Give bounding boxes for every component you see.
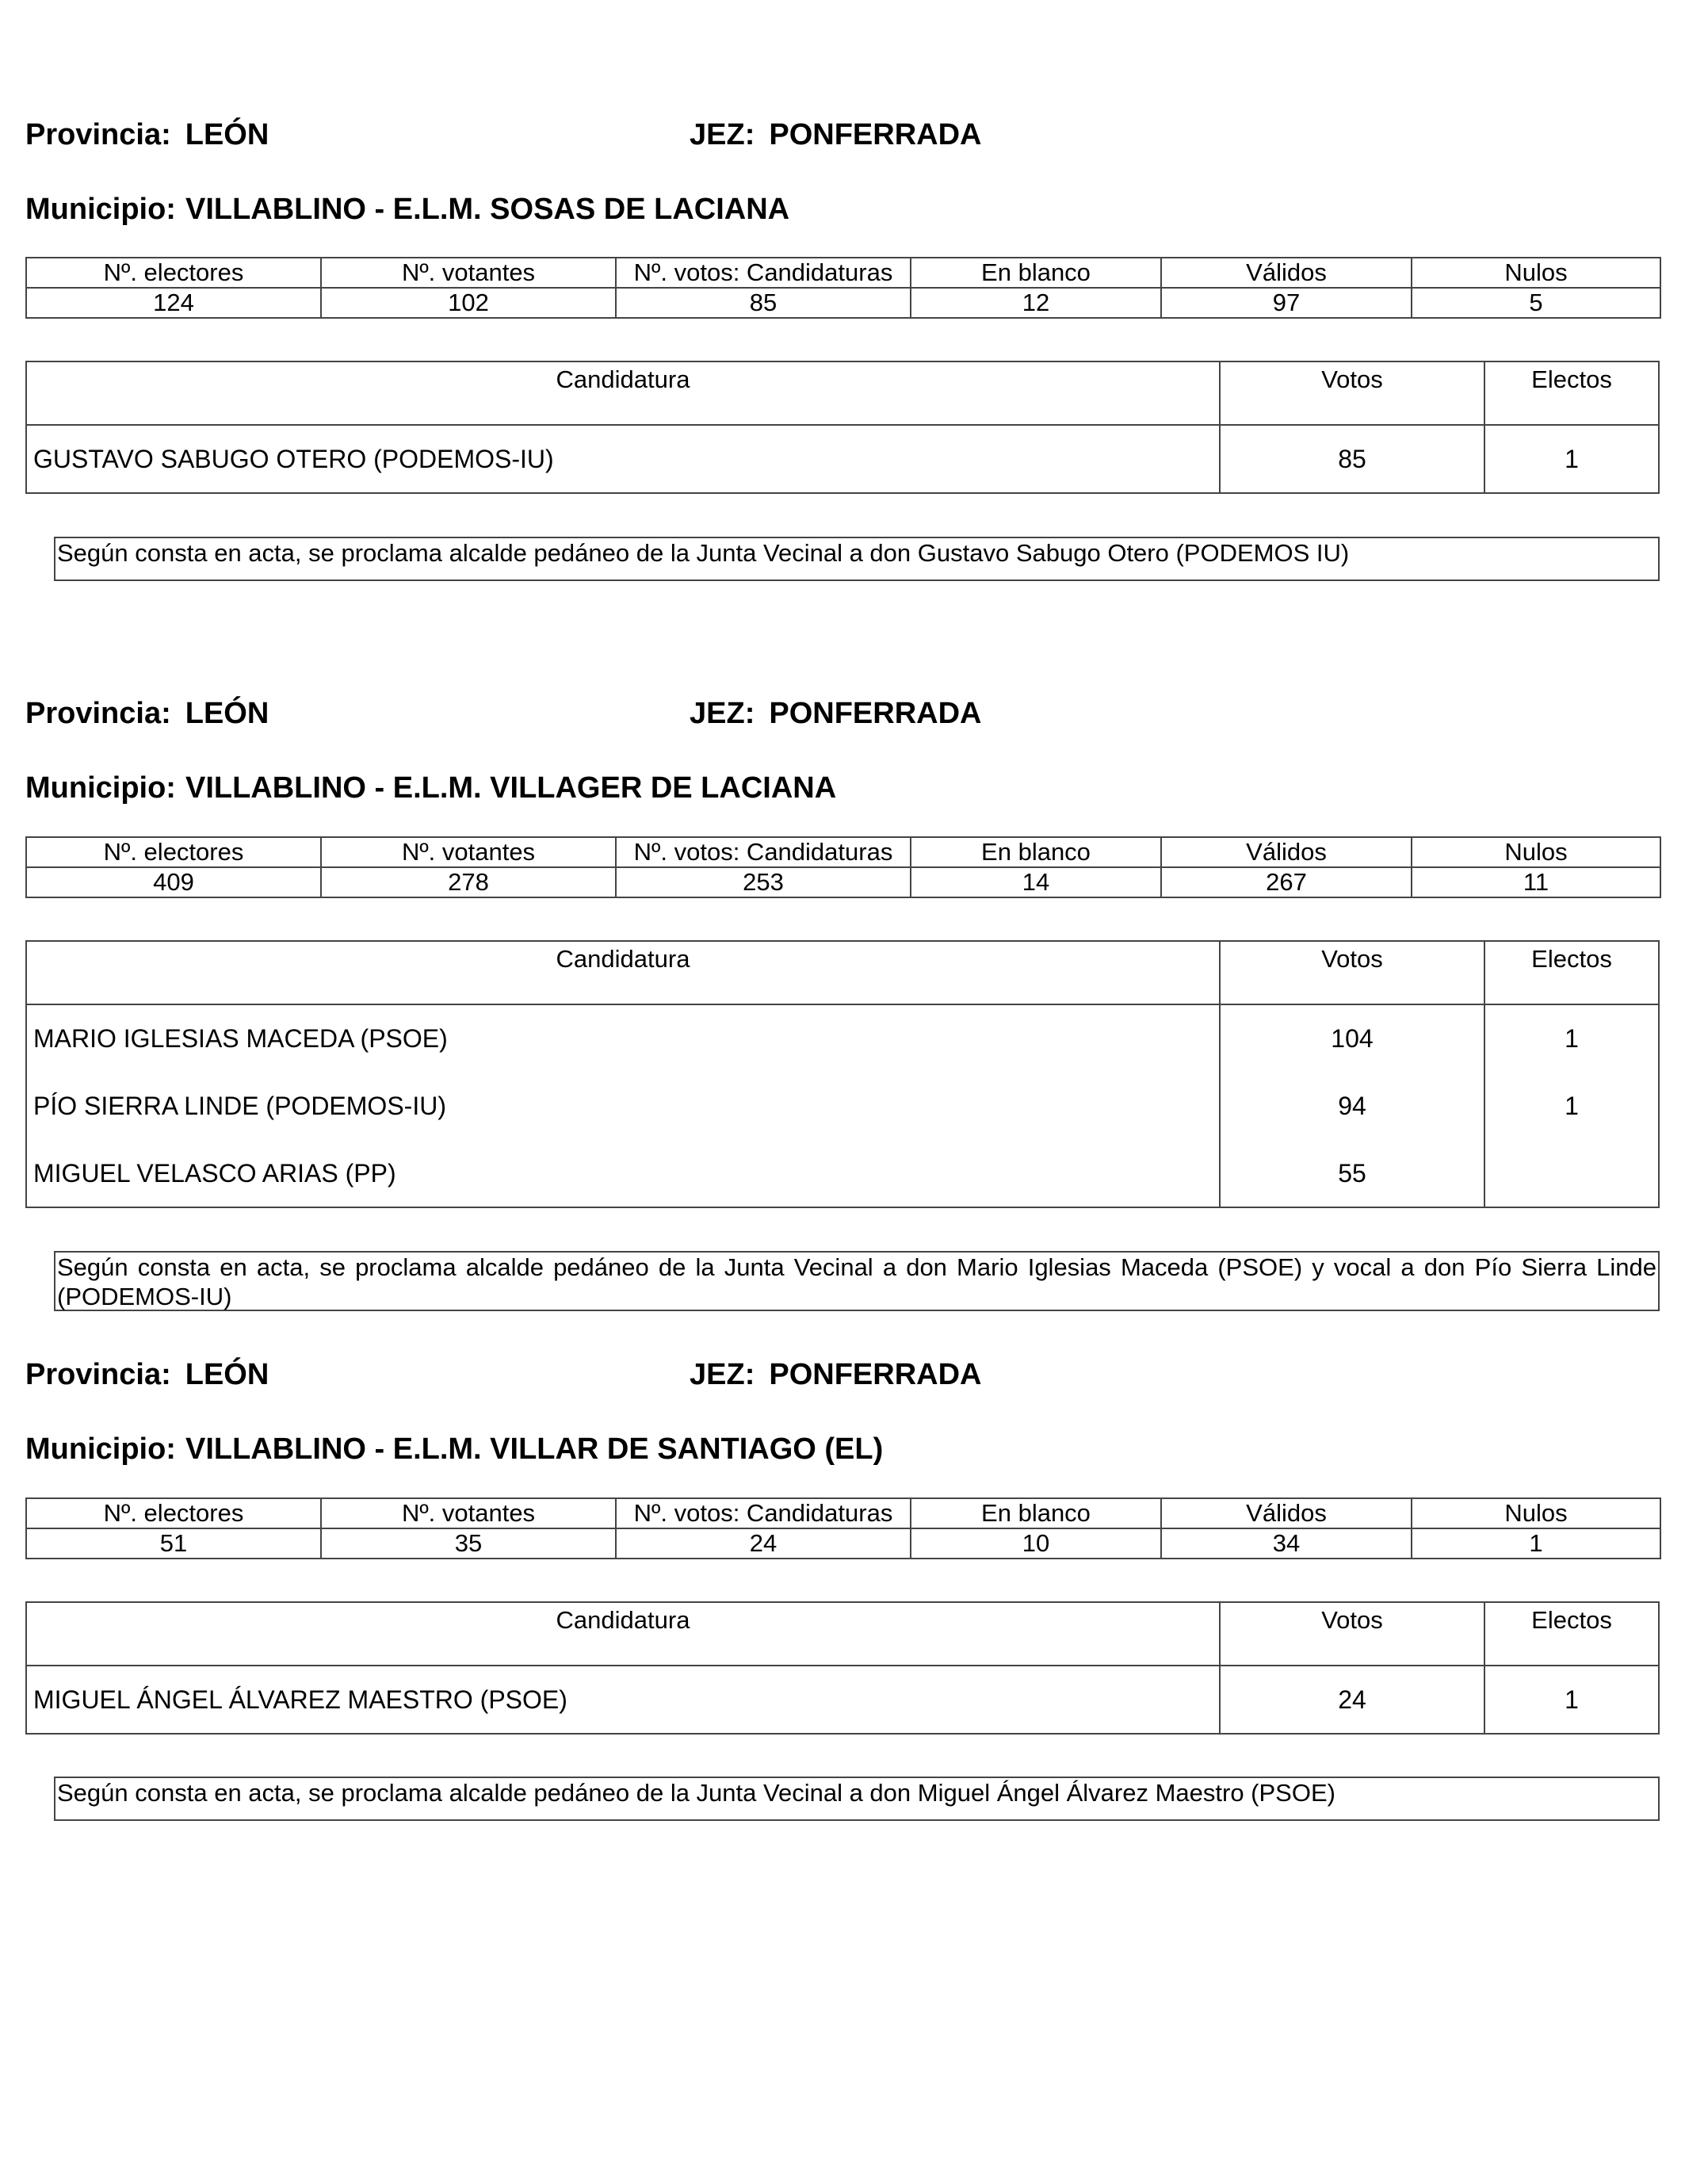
stats-value: 10 [911, 1528, 1161, 1559]
header-electos: Electos [1531, 1606, 1612, 1634]
candidate-name: PÍO SIERRA LINDE (PODEMOS-IU) [27, 1073, 1221, 1140]
candidate-elected: 1 [1565, 1024, 1579, 1053]
stats-header: Válidos [1161, 1498, 1412, 1528]
municipio-line [25, 771, 836, 805]
stats-table [25, 1497, 1661, 1559]
stats-header-row [26, 258, 1660, 288]
municipio-label: Municipio: [25, 193, 176, 226]
provincia-value: LEÓN [185, 1358, 269, 1391]
stats-value: 278 [321, 867, 616, 897]
stats-header: Válidos [1161, 258, 1412, 288]
stats-header: Nulos [1412, 1498, 1660, 1528]
stats-value: 409 [26, 867, 321, 897]
header-votos: Votos [1221, 942, 1485, 1004]
candidate-row [27, 1073, 1658, 1140]
candidates-table [25, 940, 1660, 1208]
stats-header: Nº. votos: Candidaturas [616, 1498, 911, 1528]
provincia-line [25, 1357, 269, 1392]
jez-label: JEZ: [690, 1358, 755, 1391]
municipio-line [25, 192, 789, 227]
candidates-table [25, 361, 1660, 494]
stats-header: En blanco [911, 837, 1161, 867]
stats-header: Nº. votos: Candidaturas [616, 258, 911, 288]
stats-value-row [26, 867, 1660, 897]
stats-header: Nº. votantes [321, 1498, 616, 1528]
jez-value: PONFERRADA [769, 697, 982, 730]
stats-value: 267 [1161, 867, 1412, 897]
candidates-header-row [27, 1603, 1658, 1666]
stats-value: 97 [1161, 288, 1412, 318]
municipio-value: VILLABLINO - E.L.M. VILLAR DE SANTIAGO (EL) [185, 1432, 884, 1466]
provincia-label: Provincia: [25, 697, 171, 730]
provincia-label: Provincia: [25, 1358, 171, 1391]
jez-label: JEZ: [690, 118, 755, 151]
stats-value: 14 [911, 867, 1161, 897]
stats-header: Nulos [1412, 837, 1660, 867]
header-votos: Votos [1221, 1603, 1485, 1665]
candidate-name: MIGUEL VELASCO ARIAS (PP) [27, 1140, 1221, 1207]
stats-header: Nº. votos: Candidaturas [616, 837, 911, 867]
header-candidatura: Candidatura [27, 1603, 1221, 1665]
stats-header: Nº. electores [26, 1498, 321, 1528]
stats-header: Nº. electores [26, 258, 321, 288]
candidate-row [27, 1140, 1658, 1207]
proclamation-note: Según consta en acta, se proclama alcalde pedáneo de la Junta Vecinal a don Mario Iglesias Maceda (PSOE) y vocal a don Pío Sierra Linde (PODEMOS-IU) [54, 1251, 1660, 1311]
stats-value-row [26, 288, 1660, 318]
candidate-row [27, 1666, 1658, 1734]
stats-value: 24 [616, 1528, 911, 1559]
stats-value: 1 [1412, 1528, 1660, 1559]
stats-value: 35 [321, 1528, 616, 1559]
candidate-votes: 55 [1221, 1140, 1485, 1207]
stats-value: 253 [616, 867, 911, 897]
candidate-row [27, 426, 1658, 493]
provincia-line [25, 696, 269, 731]
candidate-votes: 85 [1221, 426, 1485, 493]
provincia-value: LEÓN [185, 118, 269, 151]
jez-line [690, 1357, 981, 1392]
candidate-votes: 104 [1221, 1005, 1485, 1073]
candidate-elected: 1 [1565, 1092, 1579, 1120]
municipio-value: VILLABLINO - E.L.M. VILLAGER DE LACIANA [185, 771, 837, 805]
stats-value: 34 [1161, 1528, 1412, 1559]
stats-header: Válidos [1161, 837, 1412, 867]
candidates-header-row [27, 942, 1658, 1005]
proclamation-note: Según consta en acta, se proclama alcalde pedáneo de la Junta Vecinal a don Gustavo Sabugo Otero (PODEMOS IU) [54, 537, 1660, 581]
stats-table [25, 257, 1661, 319]
jez-label: JEZ: [690, 697, 755, 730]
stats-header: En blanco [911, 258, 1161, 288]
candidate-votes: 24 [1221, 1666, 1485, 1734]
candidate-elected [1485, 1140, 1658, 1207]
candidate-name: GUSTAVO SABUGO OTERO (PODEMOS-IU) [27, 426, 1221, 493]
jez-line [690, 117, 981, 152]
candidate-row [27, 1005, 1658, 1073]
proclamation-note: Según consta en acta, se proclama alcalde pedáneo de la Junta Vecinal a don Miguel Ángel Álvarez Maestro (PSOE) [54, 1777, 1660, 1821]
jez-value: PONFERRADA [769, 118, 982, 151]
provincia-value: LEÓN [185, 697, 269, 730]
header-electos: Electos [1531, 945, 1612, 973]
municipio-label: Municipio: [25, 1432, 176, 1466]
stats-value: 51 [26, 1528, 321, 1559]
candidate-elected: 1 [1565, 445, 1579, 473]
candidate-name: MARIO IGLESIAS MACEDA (PSOE) [27, 1005, 1221, 1073]
candidate-votes: 94 [1221, 1073, 1485, 1140]
stats-value-row [26, 1528, 1660, 1559]
provincia-label: Provincia: [25, 118, 171, 151]
stats-header: Nº. votantes [321, 837, 616, 867]
header-candidatura: Candidatura [27, 942, 1221, 1004]
header-votos: Votos [1221, 362, 1485, 424]
stats-header: Nulos [1412, 258, 1660, 288]
stats-header: Nº. votantes [321, 258, 616, 288]
candidate-elected: 1 [1565, 1685, 1579, 1714]
candidate-name: MIGUEL ÁNGEL ÁLVAREZ MAESTRO (PSOE) [27, 1666, 1221, 1734]
stats-value: 5 [1412, 288, 1660, 318]
stats-value: 12 [911, 288, 1161, 318]
municipio-value: VILLABLINO - E.L.M. SOSAS DE LACIANA [185, 193, 790, 226]
stats-value: 85 [616, 288, 911, 318]
header-electos: Electos [1531, 365, 1612, 393]
stats-value: 124 [26, 288, 321, 318]
municipio-label: Municipio: [25, 771, 176, 805]
stats-header: Nº. electores [26, 837, 321, 867]
candidates-table [25, 1601, 1660, 1735]
stats-header-row [26, 1498, 1660, 1528]
jez-value: PONFERRADA [769, 1358, 982, 1391]
stats-header-row [26, 837, 1660, 867]
provincia-line [25, 117, 269, 152]
jez-line [690, 696, 981, 731]
header-candidatura: Candidatura [27, 362, 1221, 424]
stats-value: 102 [321, 288, 616, 318]
candidates-header-row [27, 362, 1658, 426]
stats-table [25, 836, 1661, 898]
stats-header: En blanco [911, 1498, 1161, 1528]
municipio-line [25, 1432, 883, 1467]
stats-value: 11 [1412, 867, 1660, 897]
